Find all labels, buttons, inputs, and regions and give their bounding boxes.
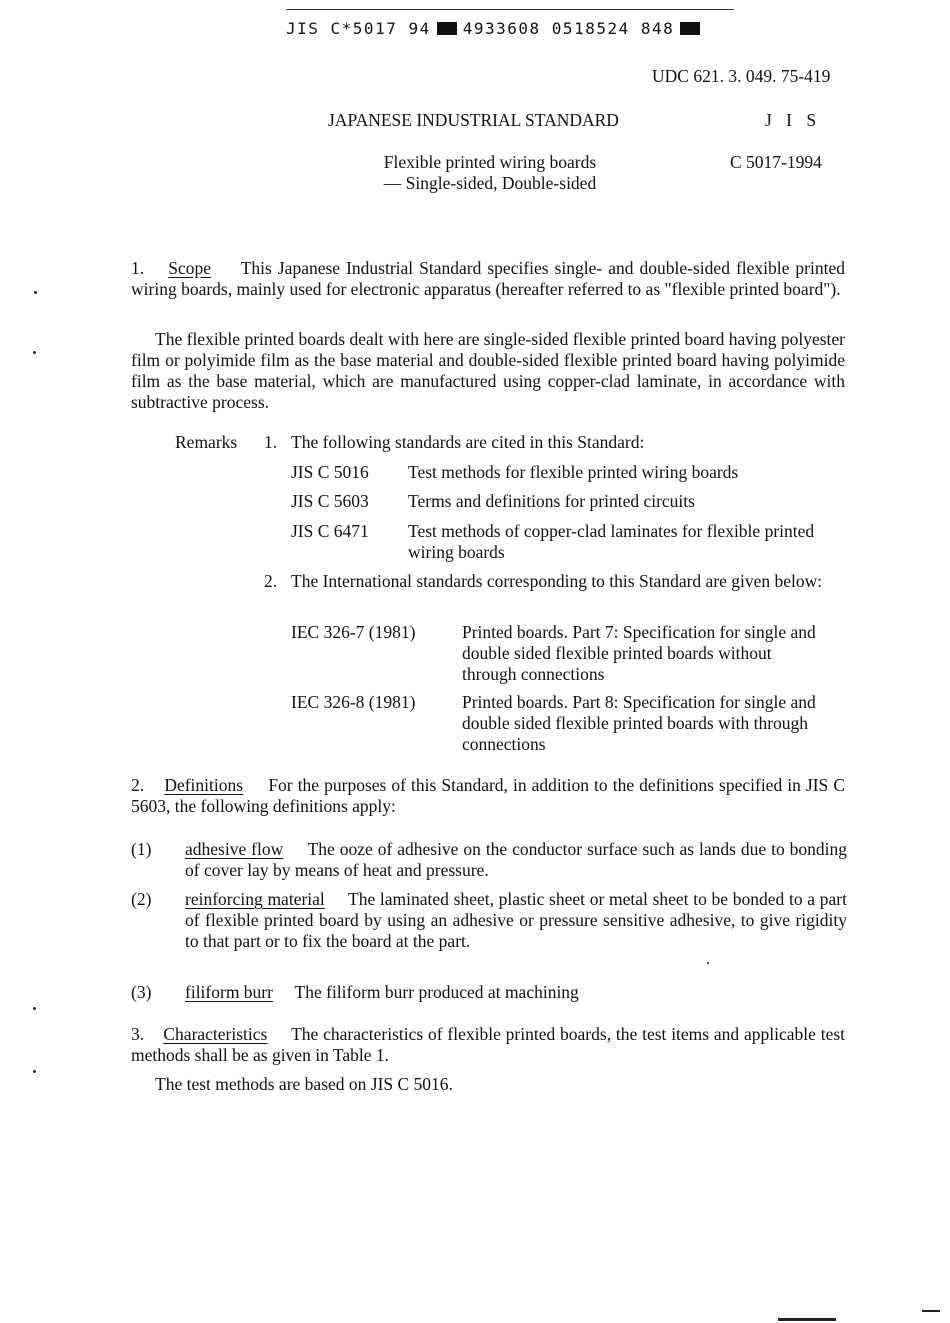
udc-number: UDC 621. 3. 049. 75-419: [652, 66, 831, 86]
document-code-part1: JIS C*5017 94: [286, 19, 431, 38]
iec-reference-title: Printed boards. Part 8: Specification for single and double sided flexible printed boards with through connections: [462, 692, 816, 754]
scan-speck: [33, 1007, 36, 1010]
black-block-mark: [437, 22, 457, 35]
section-paragraph: This Japanese Industrial Standard specifies single- and double-sided flexible printed wiring boards, mainly used for electronic apparatus (hereafter referred to as "flexible printed board").: [131, 258, 845, 299]
remarks-item-1-number: 1.: [264, 432, 278, 452]
section-2-definitions: [131, 775, 845, 817]
document-code-line: [286, 18, 706, 39]
section-heading: Definitions: [164, 775, 244, 795]
definition-text: The filiform burr produced at machining: [294, 982, 579, 1002]
definition-number: (2): [131, 889, 152, 909]
remarks-item-2-number: 2.: [264, 571, 278, 591]
iec-reference-code: IEC 326-7 (1981): [291, 622, 416, 642]
section-3-characteristics: [131, 1024, 845, 1066]
definition-text: The ooze of adhesive on the conductor surface such as lands due to bonding of cover lay by means of heat and pressure.: [185, 839, 847, 880]
jis-mark: J I S: [765, 110, 822, 130]
remarks-label: Remarks: [175, 432, 238, 452]
section-3-paragraph-2: The test methods are based on JIS C 5016.: [155, 1074, 453, 1094]
section-number: 1.: [131, 258, 145, 278]
section-1-paragraph-2: The flexible printed boards dealt with here are single-sided flexible printed board having polyester film or polyimide film as the base material and double-sided flexible printed board having polyimide film as the base material, which are manufactured using copper-clad laminate, in accordance with subtractive process.: [131, 329, 845, 412]
document-number: C 5017-1994: [730, 152, 822, 172]
section-heading: Characteristics: [163, 1024, 268, 1044]
scan-speck: [33, 1070, 36, 1073]
scan-mark: [778, 1318, 836, 1321]
reference-code: JIS C 6471: [291, 521, 369, 541]
document-title-line2: — Single-sided, Double-sided: [383, 173, 597, 193]
reference-title: Terms and definitions for printed circuits: [408, 491, 695, 511]
section-number: 2.: [131, 775, 145, 795]
document-title-line1: Flexible printed wiring boards: [383, 152, 597, 172]
iec-reference-title: Printed boards. Part 7: Specification for single and double sided flexible printed boards without through connections: [462, 622, 816, 684]
reference-code: JIS C 5603: [291, 491, 369, 511]
definition-number: (1): [131, 839, 152, 859]
standard-title: JAPANESE INDUSTRIAL STANDARD: [328, 110, 619, 130]
remarks-item-1-text: The following standards are cited in this Standard:: [291, 432, 645, 452]
reference-code: JIS C 5016: [291, 462, 369, 482]
section-paragraph: The characteristics of flexible printed boards, the test items and applicable test methods shall be as given in Table 1.: [131, 1024, 846, 1065]
remarks-item-2-text: The International standards corresponding to this Standard are given below:: [291, 571, 823, 591]
section-1-scope: [131, 258, 845, 300]
definition-item: [185, 982, 847, 1003]
reference-title: Test methods for flexible printed wiring boards: [408, 462, 739, 482]
definition-number: (3): [131, 982, 152, 1002]
definition-term: filiform burr: [185, 982, 273, 1002]
scan-speck: [33, 351, 36, 354]
definition-item: [185, 839, 847, 881]
definition-item: [185, 889, 847, 952]
section-paragraph: For the purposes of this Standard, in addition to the definitions specified in JIS C 5603, the following definitions apply:: [131, 775, 846, 816]
document-code-part2: 4933608 0518524 848: [462, 19, 675, 38]
scan-mark: [922, 1310, 940, 1312]
document-title: [340, 152, 640, 194]
iec-reference-code: IEC 326-8 (1981): [291, 692, 416, 712]
reference-title: Test methods of copper-clad laminates for flexible printed wiring boards: [408, 521, 815, 562]
section-number: 3.: [131, 1024, 145, 1044]
scan-speck: [34, 291, 37, 294]
definition-text: The laminated sheet, plastic sheet or metal sheet to be bonded to a part of flexible printed board by using an adhesive or pressure sensitive adhesive, to give rigidity to that part or to fix the board at the part.: [185, 889, 847, 951]
section-heading: Scope: [168, 258, 211, 278]
header-rule: [286, 9, 734, 10]
black-block-mark: [680, 22, 700, 35]
definition-term: adhesive flow: [185, 839, 284, 859]
definition-term: reinforcing material: [185, 889, 325, 909]
scan-speck: [707, 962, 709, 964]
